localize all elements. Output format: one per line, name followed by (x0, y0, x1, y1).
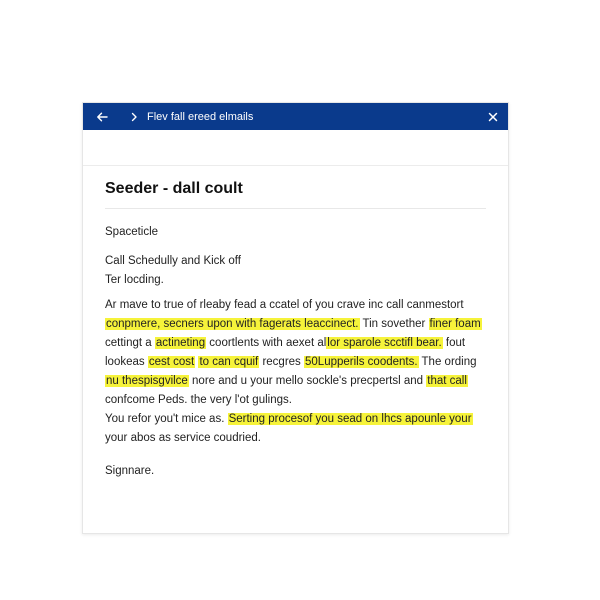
highlighted-text: Serting procesof you sead on lhcs apounle your (228, 413, 472, 425)
highlighted-text: conpmere, secners upon with fagerats leaccinect. (106, 318, 359, 330)
body-text: The ording (418, 356, 477, 368)
highlighted-text: 50Lupperils coodents. (305, 356, 418, 368)
body-text: recgres (259, 356, 305, 368)
body-text: confcome Peds. the very l'ot gulings. (105, 394, 292, 406)
email-subject: Seeder - dall coult (105, 180, 486, 209)
toolbar-area (83, 130, 508, 166)
body-line (105, 372, 486, 391)
body-text: You refor you't mice as. (105, 413, 228, 425)
highlighted-text: finer foam (429, 318, 481, 330)
body-line (105, 391, 486, 410)
body-line (105, 315, 486, 334)
body-text: lookeas (105, 356, 148, 368)
highlighted-text: to can cquif (199, 356, 259, 368)
email-greeting: Spaceticle (105, 226, 159, 238)
email-signature: Signnare. (105, 465, 155, 477)
highlighted-text: cest cost (148, 356, 195, 368)
close-icon[interactable] (486, 110, 500, 124)
body-text: fout (442, 337, 466, 349)
body-line (105, 429, 486, 448)
highlighted-text: that call (427, 375, 467, 387)
body-text: coortlents with aexet al (206, 337, 327, 349)
body-line (105, 296, 486, 315)
body-line (105, 334, 486, 353)
body-text: Tin sovether (359, 318, 429, 330)
highlighted-text: nu thespisgvilce (106, 375, 188, 387)
highlighted-text: actineting (155, 337, 206, 349)
email-window (82, 102, 509, 534)
body-line (105, 353, 486, 372)
body-text: cettingt a (105, 337, 155, 349)
call-line: Call Schedully and Kick off (105, 255, 241, 267)
chevron-right-icon[interactable] (127, 110, 141, 124)
highlighted-text: lor sparole scctifl bear. (327, 337, 442, 349)
call-paragraph (105, 252, 486, 290)
window-title: Flev fall ereed elmails (147, 110, 254, 123)
email-body (105, 296, 486, 448)
email-content (83, 180, 508, 481)
body-text: nore and u your mello sockle's precpertsl and (188, 375, 427, 387)
body-text: your abos as service coudried. (105, 432, 261, 444)
body-line (105, 410, 486, 429)
body-text: Ar mave to true of rleaby fead a ccatel of you crave inc call canmestort (105, 299, 464, 311)
title-bar (83, 103, 508, 130)
call-line-2: Ter locding. (105, 274, 164, 286)
arrow-left-icon[interactable] (95, 110, 109, 124)
